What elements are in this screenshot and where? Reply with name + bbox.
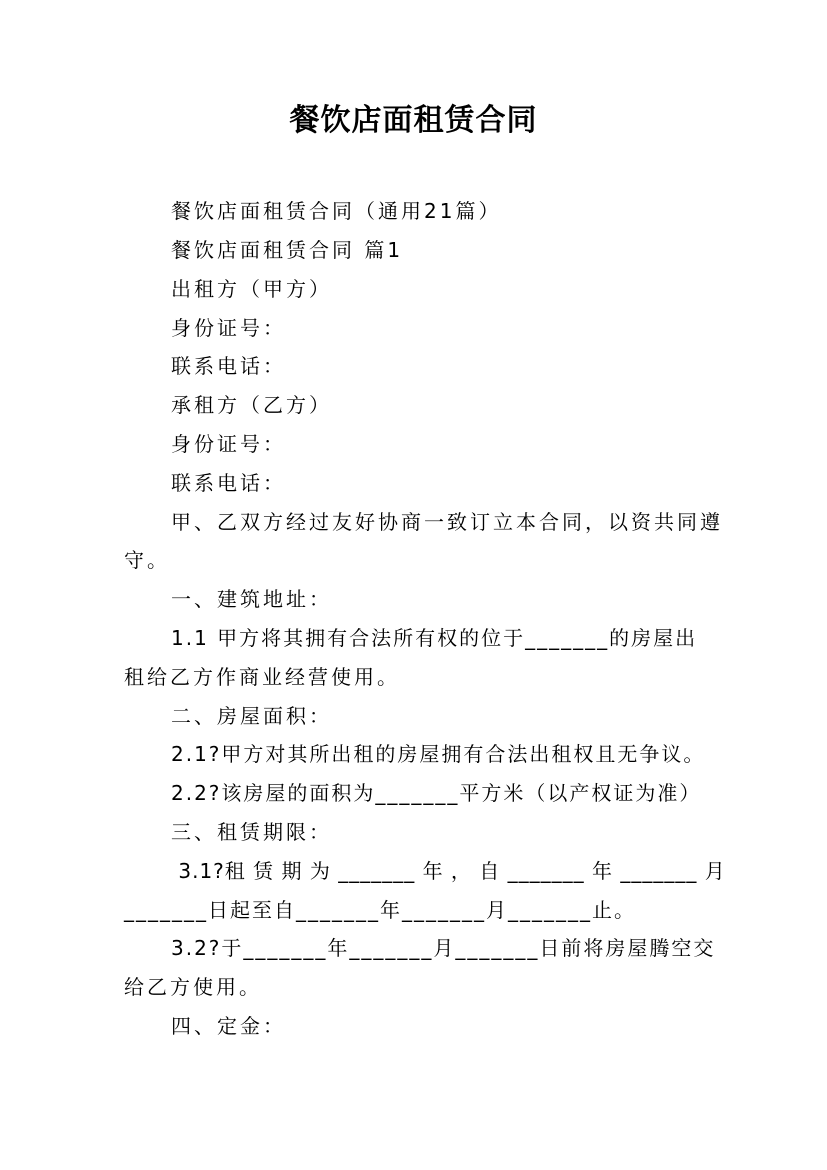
lessee-phone-label: 联系电话： xyxy=(171,471,286,495)
lessee-label: 承租方（乙方） xyxy=(171,393,332,417)
paragraph-line: 2.1?甲方对其所出租的房屋拥有合法出租权且无争议。 xyxy=(171,742,706,766)
clause-heading: 一、建筑地址： xyxy=(171,587,332,611)
clause-heading: 四、定金： xyxy=(171,1014,286,1038)
lessor-id-label: 身份证号： xyxy=(171,316,286,340)
lessee-id-label: 身份证号： xyxy=(171,432,286,456)
paragraph-line: 3.1?租 赁 期 为 _______ 年 ， 自 _______ 年 _______ 月 xyxy=(171,859,726,883)
clause-heading: 三、租赁期限： xyxy=(171,820,332,844)
paragraph-line: 租给乙方作商业经营使用。 xyxy=(124,665,400,689)
section-heading: 餐饮店面租赁合同 篇1 xyxy=(171,238,404,262)
document-subtitle: 餐饮店面租赁合同（通用21篇） xyxy=(171,199,502,223)
lessor-phone-label: 联系电话： xyxy=(171,354,286,378)
paragraph-line: 甲、乙双方经过友好协商一致订立本合同，以资共同遵 xyxy=(171,510,723,534)
paragraph-line: _______日起至自_______年_______月_______止。 xyxy=(124,898,636,922)
paragraph-line: 守。 xyxy=(124,548,170,572)
paragraph-line: 2.2?该房屋的面积为_______平方米（以产权证为准） xyxy=(171,781,702,805)
paragraph-line: 3.2?于_______年_______月_______日前将房屋腾空交 xyxy=(171,936,716,960)
paragraph-line: 给乙方使用。 xyxy=(124,975,262,999)
clause-heading: 二、房屋面积： xyxy=(171,704,332,728)
lessor-label: 出租方（甲方） xyxy=(171,277,332,301)
paragraph-line: 1.1 甲方将其拥有合法所有权的位于_______的房屋出 xyxy=(171,626,698,650)
document-title: 餐饮店面租赁合同 xyxy=(289,103,538,138)
